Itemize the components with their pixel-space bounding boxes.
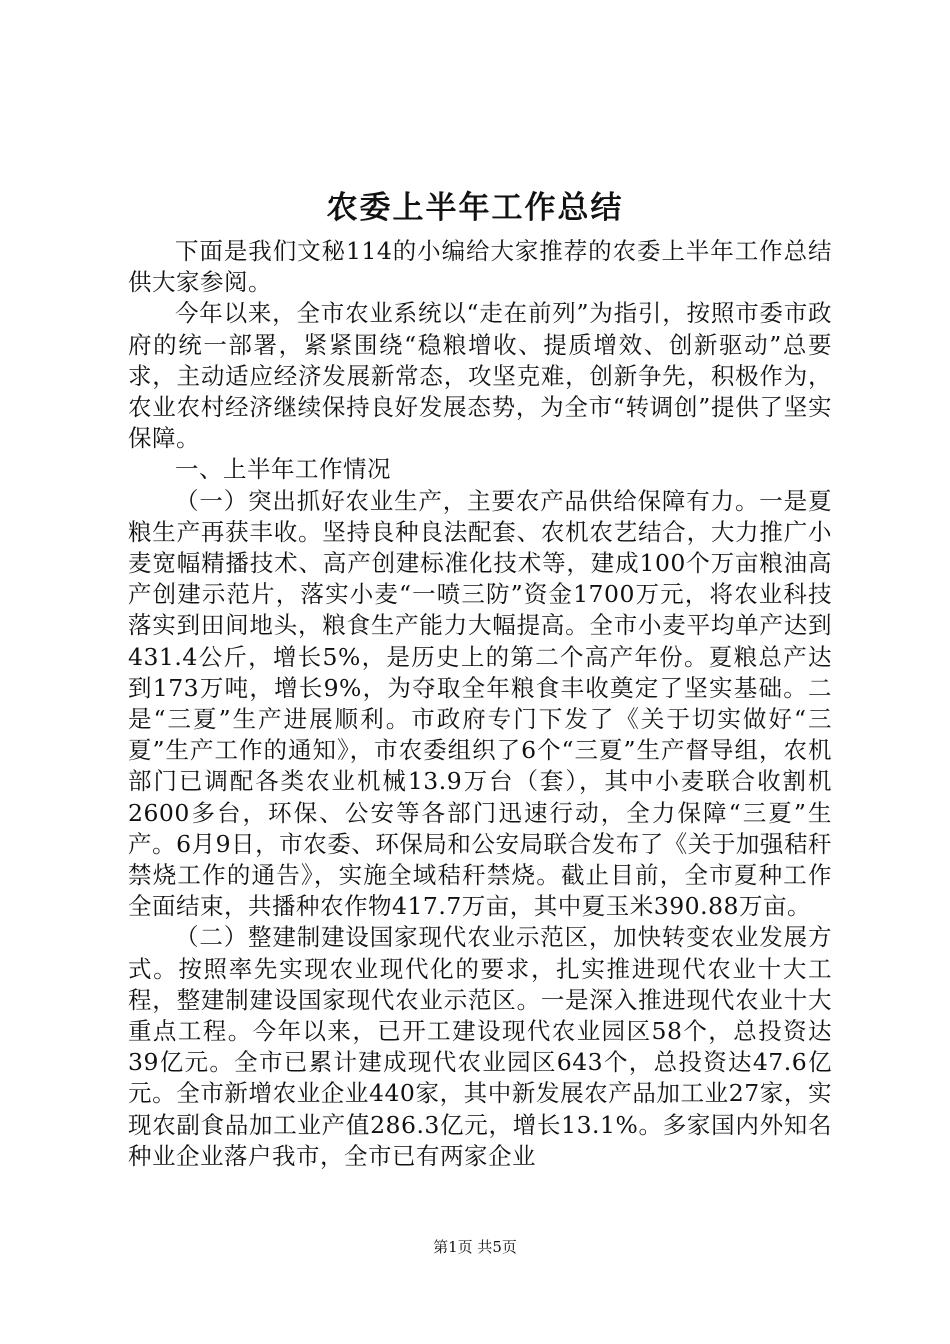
page-footer: 第1页 共5页 xyxy=(433,1238,517,1256)
paragraph-overview: 今年以来，全市农业系统以“走在前列”为指引，按照市委市政府的统一部署，紧紧围绕“稳粮增收、提质增效、创新驱动”总要求，主动适应经济发展新常态，攻坚克难，创新争先，积极作为，农业农村经济继续保持良好发展态势，为全市“转调创”提供了坚实保障。 xyxy=(128,299,832,453)
document-body xyxy=(128,236,832,1172)
document-title: 农委上半年工作总结 xyxy=(326,190,624,226)
section-heading: 一、上半年工作情况 xyxy=(175,455,391,484)
paragraph-intro: 下面是我们文秘114的小编给大家推荐的农委上半年工作总结供大家参阅。 xyxy=(128,237,832,297)
paragraph-section-1: （一）突出抓好农业生产，主要农产品供给保障有力。一是夏粮生产再获丰收。坚持良种良法配套、农机农艺结合，大力推广小麦宽幅精播技术、高产创建标准化技术等，建成100个万亩粮油高产创建示范片，落实小麦“一喷三防”资金1700万元，将农业科技落实到田间地头，粮食生产能力大幅提高。全市小麦平均单产达到431.4公斤，增长5%，是历史上的第二个高产年份。夏粮总产达到173万吨，增长9%，为夺取全年粮食丰收奠定了坚实基础。二是“三夏”生产进展顺利。市政府专门下发了《关于切实做好“三夏”生产工作的通知》，市农委组织了6个“三夏”生产督导组，农机部门已调配各类农业机械13.9万台（套），其中小麦联合收割机2600多台，环保、公安等各部门迅速行动，全力保障“三夏”生产。6月9日，市农委、环保局和公安局联合发布了《关于加强秸秆禁烧工作的通告》，实施全域秸秆禁烧。截止目前，全市夏种工作全面结束，共播种农作物417.7万亩，其中夏玉米390.88万亩。 xyxy=(128,486,832,921)
paragraph-section-2: （二）整建制建设国家现代农业示范区，加快转变农业发展方式。按照率先实现农业现代化的要求，扎实推进现代农业十大工程，整建制建设国家现代农业示范区。一是深入推进现代农业十大重点工程。今年以来，已开工建设现代农业园区58个，总投资达39亿元。全市已累计建成现代农业园区643个，总投资达47.6亿元。全市新增农业企业440家，其中新发展农产品加工业27家，实现农副食品加工业产值286.3亿元，增长13.1%。多家国内外知名种业企业落户我市，全市已有两家企业 xyxy=(128,923,832,1170)
